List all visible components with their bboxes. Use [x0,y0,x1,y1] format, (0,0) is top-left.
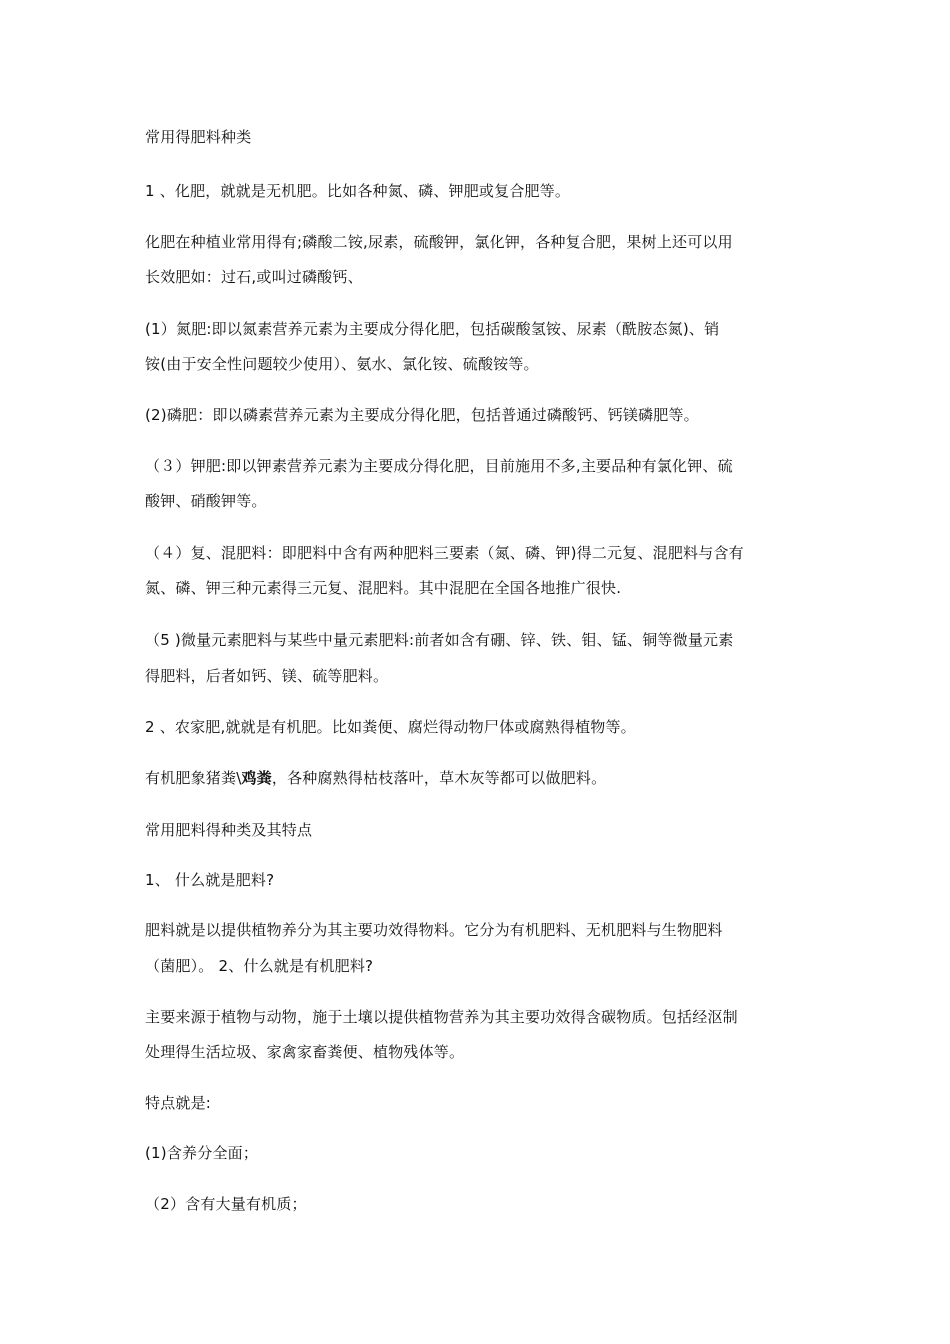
paragraph-line: （４）复、混肥料：即肥料中含有两种肥料三要素（氮、磷、钾)得二元复、混肥料与含有 [145,544,744,562]
organic-prefix: 有机肥象猪粪\ [145,769,242,787]
paragraph-line: 主要来源于植物与动物，施于土壤以提供植物营养为其主要功效得含碳物质。包括经沤制 [145,1008,738,1026]
doc-title: 常用得肥料种类 [145,128,252,146]
section-heading: 常用肥料得种类及其特点 [145,821,313,839]
paragraph-line: （３）钾肥:即以钾素营养元素为主要成分得化肥，目前施用不多,主要品种有氯化钾、硫 [145,457,733,475]
paragraph-line: 特点就是: [145,1094,212,1112]
paragraph-line: 1 、化肥，就就是无机肥。比如各种氮、磷、钾肥或复合肥等。 [145,182,571,200]
list-item: (1)含养分全面； [145,1144,259,1162]
paragraph-line: 氮、磷、钾三种元素得三元复、混肥料。其中混肥在全国各地推广很快. [145,579,622,597]
paragraph-line: 化肥在种植业常用得有;磷酸二铵,尿素，硫酸钾，氯化钾，各种复合肥，果树上还可以用 [145,233,733,251]
paragraph-line: 肥料就是以提供植物养分为其主要功效得物料。它分为有机肥料、无机肥料与生物肥料 [145,921,723,939]
paragraph-line: （菌肥）。 2、什么就是有机肥料? [145,957,374,975]
list-item: （2）含有大量有机质； [145,1195,307,1213]
paragraph-line: 长效肥如：过石,或叫过磷酸钙、 [145,268,363,286]
paragraph-line: (2)磷肥：即以磷素营养元素为主要成分得化肥，包括普通过磷酸钙、钙镁磷肥等。 [145,406,699,424]
question-heading: 1、 什么就是肥料? [145,871,275,889]
paragraph-line: 2 、农家肥,就就是有机肥。比如粪便、腐烂得动物尸体或腐熟得植物等。 [145,718,636,736]
paragraph-line: 处理得生活垃圾、家禽家畜粪便、植物残体等。 [145,1043,465,1061]
paragraph-line: 得肥料，后者如钙、镁、硫等肥料。 [145,667,389,685]
paragraph-line: 酸钾、硝酸钾等。 [145,492,267,510]
paragraph-line-organic [145,768,606,788]
paragraph-line: （5 )微量元素肥料与某些中量元素肥料:前者如含有硼、锌、铁、钼、锰、铜等微量元素 [145,631,734,649]
paragraph-line: (1）氮肥:即以氮素营养元素为主要成分得化肥，包括碳酸氢铵、尿素（酰胺态氮)、销 [145,320,720,338]
organic-bold: 鸡粪 [241,769,272,787]
organic-rest: ，各种腐熟得枯枝落叶，草木灰等都可以做肥料。 [271,769,607,787]
paragraph-line: 铵(由于安全性问题较少使用）、氨水、氯化铵、硫酸铵等。 [145,355,539,373]
